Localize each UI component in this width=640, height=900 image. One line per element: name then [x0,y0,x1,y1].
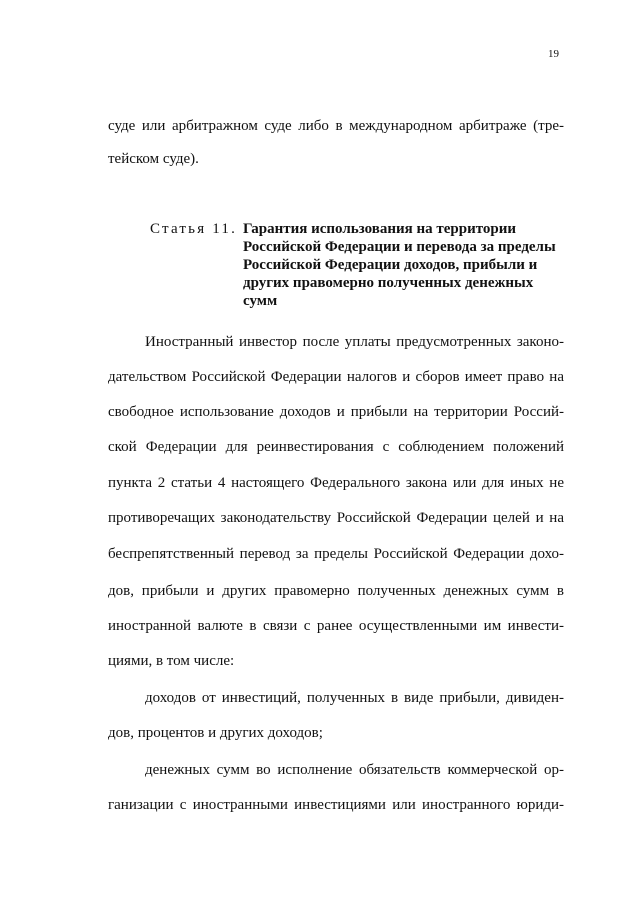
article-title-line: Гарантия использования на территории [243,221,517,237]
paragraph-line: доходов от инвестиций, полученных в виде прибыли, дивиден- [145,690,564,706]
article-title-line: сумм [243,293,278,309]
paragraph-line: противоречащих законодательству Российской Федерации целей и на [108,510,564,526]
article-title-line: других правомерно полученных денежных [243,275,534,291]
paragraph-line: дов, прибыли и других правомерно полученных денежных сумм в [108,583,564,599]
paragraph-line: свободное использование доходов и прибыли на территории Россий- [108,404,564,420]
article-title-line: Российской Федерации и перевода за пределы [243,239,556,255]
paragraph-line: циями, в том числе: [108,653,235,669]
paragraph-line: Иностранный инвестор после уплаты предусмотренных законо- [145,334,564,350]
paragraph-line: денежных сумм во исполнение обязательств коммерческой ор- [145,762,564,778]
paragraph-line: ской Федерации для реинвестирования с соблюдением положений [108,439,564,455]
article-number: Статья 11. [150,221,238,237]
paragraph-line: дов, процентов и других доходов; [108,725,323,741]
paragraph-line: ганизации с иностранными инвестициями или иностранного юриди- [108,797,564,813]
page-number: 19 [548,48,559,60]
paragraph-line: иностранной валюте в связи с ранее осуществленными им инвести- [108,618,564,634]
paragraph-line: беспрепятственный перевод за пределы Российской Федерации дохо- [108,546,564,562]
continuation-line: тейском суде). [108,151,199,167]
article-title [243,220,563,310]
paragraph-line: дательством Российской Федерации налогов и сборов имеет право на [108,369,564,385]
article-title-line: Российской Федерации доходов, прибыли и [243,257,538,273]
paragraph-line: пункта 2 статьи 4 настоящего Федерального закона или для иных не [108,475,564,491]
continuation-line: суде или арбитражном суде либо в международном арбитраже (тре- [108,118,564,134]
